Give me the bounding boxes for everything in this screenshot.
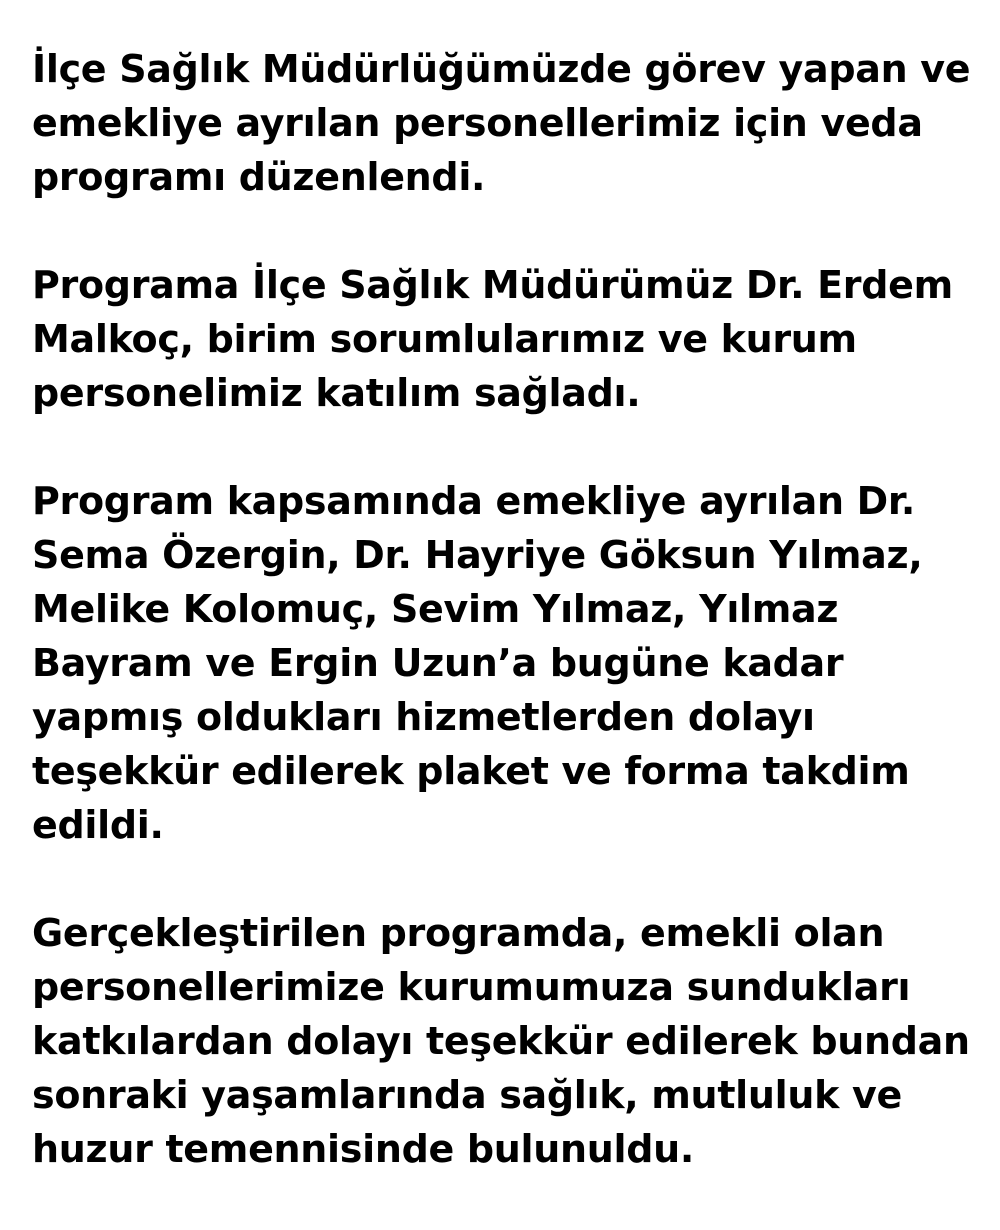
text-line: Bayram ve Ergin Uzun’a bugüne kadar [32, 641, 844, 685]
text-line: sonraki yaşamlarında sağlık, mutluluk ve [32, 1073, 902, 1117]
text-line: Gerçekleştirilen programda, emekli olan [32, 911, 885, 955]
text-line: yapmış oldukları hizmetlerden dolayı [32, 695, 815, 739]
paragraph-closing [32, 906, 982, 1176]
text-line: teşekkür edilerek plaket ve forma takdim [32, 749, 910, 793]
note-body [32, 42, 982, 1230]
paragraph-intro [32, 42, 982, 204]
text-line: personellerimize kurumumuza sundukları [32, 965, 911, 1009]
text-line: Melike Kolomuç, Sevim Yılmaz, Yılmaz [32, 587, 839, 631]
text-line: emekliye ayrılan personellerimiz için veda [32, 101, 923, 145]
text-line: Programa İlçe Sağlık Müdürümüz Dr. Erdem [32, 263, 953, 307]
text-line: Program kapsamında emekliye ayrılan Dr. [32, 479, 916, 523]
text-line: programı düzenlendi. [32, 155, 486, 199]
text-line: huzur temennisinde bulunuldu. [32, 1127, 695, 1171]
text-line: katkılardan dolayı teşekkür edilerek bundan [32, 1019, 970, 1063]
text-line: edildi. [32, 803, 164, 847]
text-line: Sema Özergin, Dr. Hayriye Göksun Yılmaz, [32, 533, 923, 577]
text-line: Malkoç, birim sorumlularımız ve kurum [32, 317, 857, 361]
text-line: personelimiz katılım sağladı. [32, 371, 641, 415]
paragraph-attendees [32, 258, 982, 420]
text-line: İlçe Sağlık Müdürlüğümüzde görev yapan ve [32, 47, 971, 91]
paragraph-retirees [32, 474, 982, 852]
